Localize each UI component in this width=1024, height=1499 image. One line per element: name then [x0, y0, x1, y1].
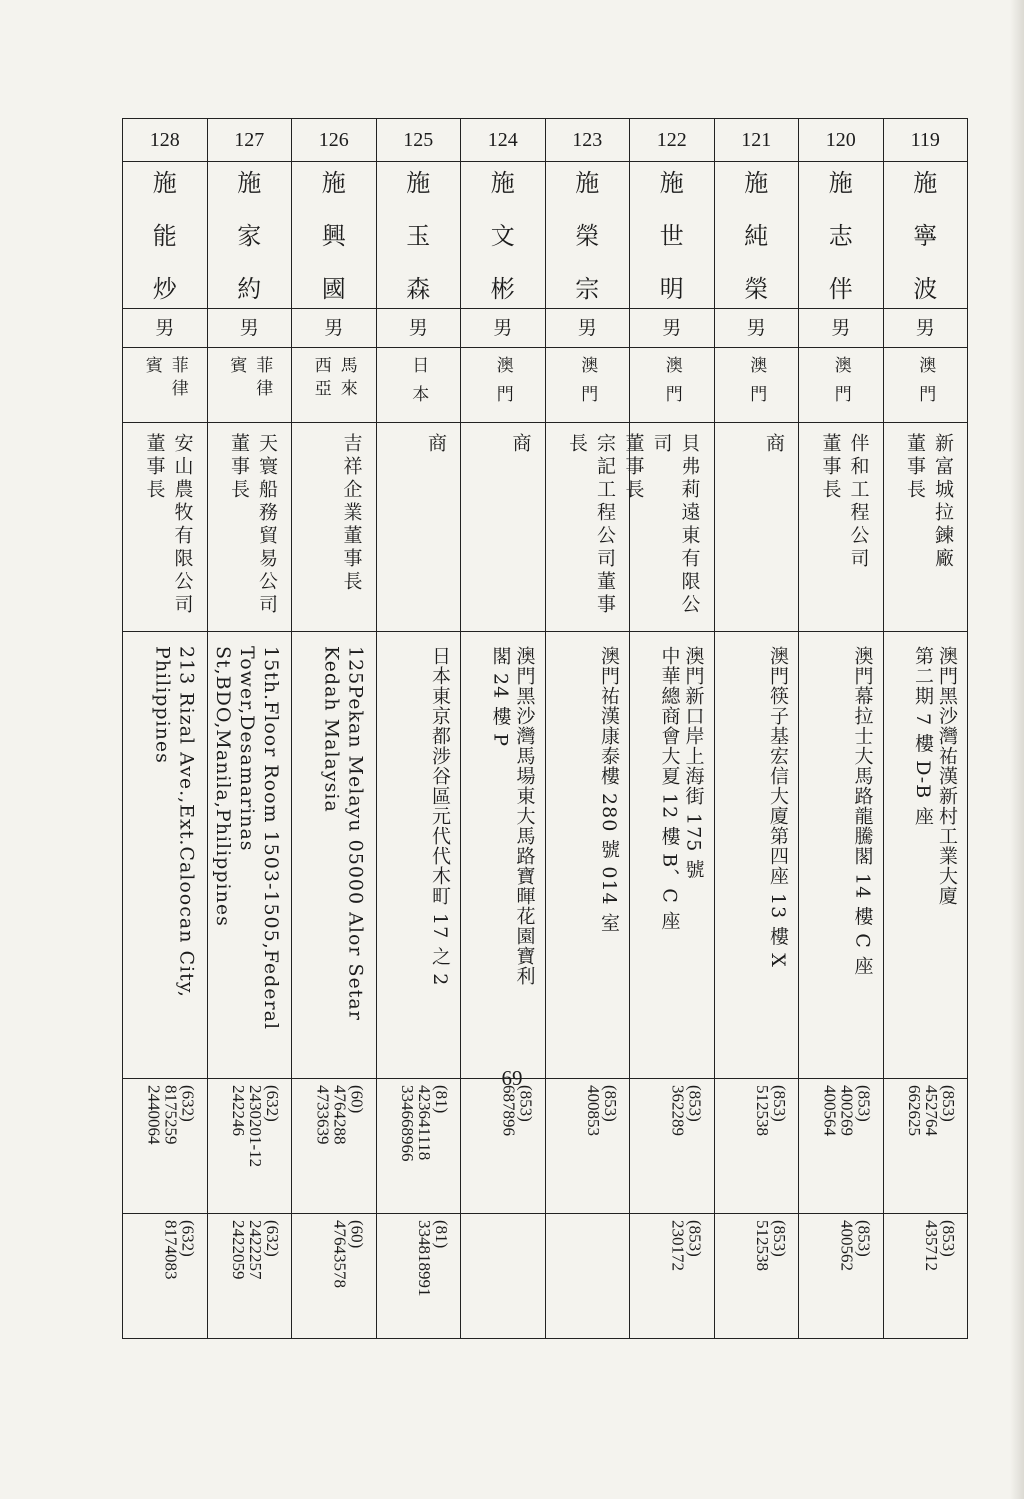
telephone-line: 452764: [922, 1085, 941, 1136]
telephone-line: 2430201-12: [246, 1085, 265, 1168]
person-name: [377, 162, 461, 302]
occupation: [507, 433, 535, 456]
telephone-cell: [123, 1079, 208, 1214]
person-name: [630, 162, 714, 302]
sex: 男: [915, 317, 935, 339]
telephone-cell: [292, 1079, 377, 1214]
telephone-line: 400564: [820, 1085, 840, 1136]
occupation: [620, 433, 704, 631]
fax-line: (60): [347, 1220, 367, 1249]
sex: 男: [577, 317, 597, 339]
fax: [163, 1220, 197, 1280]
telephone-line: (853): [854, 1085, 874, 1122]
telephone-line: 8175259: [161, 1085, 181, 1145]
nationality-cell: [461, 348, 546, 423]
occupation-cell: [883, 423, 968, 632]
fax-cell: [376, 1214, 461, 1339]
row-telephone: [123, 1079, 968, 1214]
address: [151, 646, 199, 998]
occupation-cell: [622, 423, 715, 632]
address-cell: [883, 632, 968, 1079]
nationality: 澳門: [915, 356, 936, 414]
telephone-line: 4764288: [330, 1085, 350, 1145]
fax-cell: [207, 1214, 292, 1339]
nationality: 馬來西亞: [310, 356, 357, 402]
name-character: 施: [406, 169, 431, 197]
sex-cell: [799, 309, 884, 348]
record-number-cell: [123, 119, 208, 162]
name-character: 玉: [406, 222, 431, 250]
fax-line: (632): [263, 1220, 282, 1257]
fax-line: 2422257: [246, 1220, 265, 1280]
name-character: 森: [406, 275, 431, 303]
telephone: [585, 1085, 619, 1136]
nationality-cell: [292, 348, 377, 423]
sex-cell: [461, 309, 546, 348]
book-spine-shadow: [1010, 0, 1024, 1499]
telephone-line: 334668966: [398, 1085, 417, 1162]
occupation: [225, 433, 281, 617]
address-cell: [714, 632, 799, 1079]
sex-cell: [207, 309, 292, 348]
nationality-cell: [545, 348, 630, 423]
address-line: Philippines: [151, 646, 174, 764]
record-number-cell: [883, 119, 968, 162]
record-number-cell: [545, 119, 630, 162]
directory-table: [122, 118, 968, 1339]
telephone-line: (60): [347, 1085, 367, 1114]
address-line: 213 Rizal Ave.,Ext.Caloocan City,: [175, 646, 198, 998]
name-character: 施: [659, 169, 684, 197]
telephone-cell: [714, 1079, 799, 1214]
name-cell: [714, 162, 799, 309]
occupation: [422, 433, 450, 456]
address-line: 15th.Floor Room 1503-1505,Federal: [260, 646, 282, 1031]
name-character: 明: [659, 275, 684, 303]
occupation-cell: [714, 423, 799, 632]
address-line: 澳門祐漢康泰樓 280 號 014 室: [598, 646, 620, 933]
occupation-cell: [376, 423, 461, 632]
record-number: 128: [149, 129, 180, 151]
name-cell: [376, 162, 461, 309]
address-line: 澳門筷子基宏信大廈第四座 13 樓 X: [767, 646, 789, 968]
telephone-line: 362289: [668, 1085, 688, 1136]
fax-cell: [630, 1214, 715, 1339]
occupation-line: 新富城拉鍊廠: [932, 433, 954, 571]
sex: 男: [662, 317, 682, 339]
row-name: [123, 162, 968, 309]
telephone: [906, 1085, 957, 1136]
occupation: [338, 433, 366, 594]
address-line: 澳門黑沙灣馬場東大馬路寶暉花園寶利: [513, 646, 536, 986]
address-line: St,BDO,Manila,Philippines: [212, 646, 234, 927]
name-character: 宗: [575, 275, 600, 303]
record-number-cell: [376, 119, 461, 162]
name-cell: [292, 162, 377, 309]
row-fax: [123, 1214, 968, 1339]
name-character: 榮: [575, 222, 600, 250]
row-number: [123, 119, 968, 162]
record-number: 122: [656, 129, 687, 151]
sex: 男: [746, 317, 766, 339]
name-character: 國: [321, 275, 346, 303]
sex: 男: [831, 317, 851, 339]
address: [766, 646, 790, 968]
fax-line: 512538: [753, 1220, 772, 1271]
address-line: 澳門黑沙灣祐漢新村工業大廈: [936, 646, 958, 906]
fax-cell: [123, 1214, 208, 1339]
record-number-cell: [630, 119, 715, 162]
telephone-line: (853): [601, 1085, 620, 1122]
telephone: [230, 1085, 281, 1167]
nationality-cell: [883, 348, 968, 423]
fax: [754, 1220, 788, 1271]
telephone-cell: [883, 1079, 968, 1214]
nationality-cell: [123, 348, 208, 423]
occupation-line: 商: [509, 433, 532, 456]
record-number-cell: [799, 119, 884, 162]
sex-cell: [883, 309, 968, 348]
nationality-cell: [799, 348, 884, 423]
address-line: 閣 24 樓 P: [489, 646, 512, 748]
record-number: 126: [318, 129, 349, 151]
occupation-line: 商: [425, 433, 447, 456]
fax: [923, 1220, 957, 1271]
telephone: [146, 1085, 197, 1145]
occupation: [901, 433, 957, 571]
fax: [332, 1220, 366, 1288]
name-character: 約: [237, 275, 262, 303]
nationality: 日本: [408, 356, 429, 414]
occupation-line: 董事長: [904, 433, 926, 502]
occupation: [563, 433, 619, 631]
name-character: 彬: [490, 275, 515, 303]
record-number: 124: [487, 129, 518, 151]
name-character: 施: [575, 169, 600, 197]
telephone-cell: [799, 1079, 884, 1214]
occupation-line: 吉祥企業董事長: [340, 433, 363, 594]
telephone-line: 662625: [905, 1085, 924, 1136]
sex: 男: [155, 317, 175, 339]
person-name: [799, 162, 883, 302]
address-line: Tower,Desamarinas: [236, 646, 258, 852]
sex: 男: [408, 317, 428, 339]
telephone-cell: [461, 1079, 546, 1214]
name-character: 施: [828, 169, 853, 197]
name-character: 施: [321, 169, 346, 197]
occupation-line: 董事長: [622, 433, 645, 502]
fax-cell: [461, 1214, 546, 1339]
fax-cell: [883, 1214, 968, 1339]
nationality-cell: [630, 348, 715, 423]
name-character: 世: [659, 222, 684, 250]
fax-line: 334818991: [415, 1220, 434, 1297]
name-character: 興: [321, 222, 346, 250]
occupation-line: 董事長: [143, 433, 166, 502]
telephone-line: 242246: [229, 1085, 248, 1136]
occupation-cell: [545, 423, 630, 632]
name-character: 施: [744, 169, 769, 197]
telephone-line: 423641118: [415, 1085, 434, 1161]
name-cell: [461, 162, 546, 309]
fax-line: 230172: [668, 1220, 688, 1271]
person-name: [884, 162, 968, 302]
address-line: 第二期 7 樓 D-B 座: [912, 646, 934, 827]
name-cell: [545, 162, 630, 309]
fax-cell: [714, 1214, 799, 1339]
record-number: 120: [825, 129, 856, 151]
nationality: 澳門: [577, 356, 598, 414]
telephone: [315, 1085, 366, 1145]
sex-cell: [545, 309, 630, 348]
row-address: [123, 632, 968, 1079]
sex-cell: [714, 309, 799, 348]
occupation: [141, 433, 197, 617]
occupation-cell: [799, 423, 884, 632]
nationality: 菲律賓: [141, 356, 188, 402]
person-name: [546, 162, 630, 302]
row-sex: [123, 309, 968, 348]
telephone-line: 400853: [584, 1085, 603, 1136]
occupation-cell: [123, 423, 208, 632]
nationality: 菲律賓: [226, 356, 273, 402]
address-cell: [545, 632, 630, 1079]
sex: 男: [324, 317, 344, 339]
address: [211, 646, 283, 1030]
address-line: 日本東京都涉谷區元代代木町 17 之 2: [429, 646, 451, 987]
fax-cell: [545, 1214, 630, 1339]
record-number-cell: [461, 119, 546, 162]
address-line: Kedah Malaysia: [320, 646, 343, 813]
name-character: 施: [237, 169, 262, 197]
telephone-line: (632): [263, 1085, 282, 1122]
address: [428, 646, 452, 986]
telephone: [754, 1085, 788, 1136]
fax-line: 2422059: [229, 1220, 248, 1280]
telephone-line: 400269: [837, 1085, 857, 1136]
person-name: [292, 162, 376, 302]
address: [851, 646, 875, 976]
telephone-line: 512538: [753, 1085, 772, 1136]
telephone-line: (853): [770, 1085, 789, 1122]
occupation-cell: [207, 423, 292, 632]
name-character: 伴: [828, 275, 853, 303]
address-cell: [461, 632, 546, 1079]
address-cell: [799, 632, 884, 1079]
record-number-cell: [207, 119, 292, 162]
nationality: 澳門: [492, 356, 513, 414]
row-nationality: [123, 348, 968, 423]
name-character: 寧: [913, 222, 938, 250]
sex-cell: [123, 309, 208, 348]
name-cell: [123, 162, 208, 309]
fax-line: 435712: [922, 1220, 941, 1271]
address-cell: [292, 632, 377, 1079]
fax-line: (853): [854, 1220, 874, 1257]
fax: [230, 1220, 281, 1280]
telephone-cell: [376, 1079, 461, 1214]
name-cell: [630, 162, 715, 309]
name-cell: [799, 162, 884, 309]
name-character: 施: [913, 169, 938, 197]
address-cell: [123, 632, 208, 1079]
occupation-line: 董事長: [819, 433, 842, 502]
person-name: [123, 162, 207, 302]
record-number: 121: [741, 129, 772, 151]
occupation-cell: [292, 423, 377, 632]
fax-line: (853): [770, 1220, 789, 1257]
record-number-cell: [292, 119, 377, 162]
address-cell: [207, 632, 292, 1079]
address-line: 澳門新口岸上海街 175 號: [682, 646, 705, 880]
telephone: [670, 1085, 704, 1136]
telephone-line: 2440064: [144, 1085, 164, 1145]
telephone: [501, 1085, 535, 1136]
person-name: [461, 162, 545, 302]
telephone-line: (853): [516, 1085, 536, 1122]
page-number: 69: [501, 1066, 523, 1090]
telephone-line: (632): [178, 1085, 198, 1122]
telephone: [399, 1085, 450, 1162]
name-character: 能: [152, 222, 177, 250]
sex: 男: [239, 317, 259, 339]
address-cell: [630, 632, 715, 1079]
name-cell: [883, 162, 968, 309]
name-cell: [207, 162, 292, 309]
address-line: 125Pekan Melayu 05000 Alor Setar: [344, 646, 367, 1021]
sex: 男: [493, 317, 513, 339]
telephone: [822, 1085, 873, 1136]
fax-line: 8174083: [161, 1220, 181, 1280]
occupation: [817, 433, 873, 571]
telephone-line: (81): [432, 1085, 451, 1114]
row-occupation: [123, 423, 968, 632]
telephone-cell: [545, 1079, 630, 1214]
occupation-line: 貝弗莉遠東有限公司: [650, 433, 701, 617]
name-character: 炒: [152, 275, 177, 303]
telephone-line: (853): [939, 1085, 958, 1122]
address: [489, 646, 537, 986]
occupation-line: 商: [763, 433, 785, 456]
fax-line: (853): [939, 1220, 958, 1257]
fax-cell: [799, 1214, 884, 1339]
name-character: 榮: [744, 275, 769, 303]
occupation: [760, 433, 788, 456]
telephone-line: 687896: [499, 1085, 519, 1136]
fax-cell: [292, 1214, 377, 1339]
address: [597, 646, 621, 933]
nationality-cell: [376, 348, 461, 423]
nationality-cell: [207, 348, 292, 423]
occupation-line: 董事長: [228, 433, 250, 502]
address: [658, 646, 706, 931]
telephone-cell: [630, 1079, 715, 1214]
fax: [670, 1220, 704, 1271]
nationality-cell: [714, 348, 799, 423]
name-character: 志: [828, 222, 853, 250]
person-name: [208, 162, 292, 302]
nationality: 澳門: [661, 356, 682, 414]
occupation-line: 宗記工程公司董事長: [566, 433, 616, 617]
occupation-cell: [461, 423, 546, 632]
fax: [416, 1220, 450, 1297]
address-cell: [376, 632, 461, 1079]
fax-line: 400562: [837, 1220, 857, 1271]
telephone-cell: [207, 1079, 292, 1214]
fax-line: (632): [178, 1220, 198, 1257]
fax-line: (853): [685, 1220, 705, 1257]
fax: [839, 1220, 873, 1271]
name-character: 施: [152, 169, 177, 197]
address: [911, 646, 959, 906]
fax-line: 47643578: [330, 1220, 350, 1288]
name-character: 波: [913, 275, 938, 303]
person-name: [715, 162, 799, 302]
nationality: 澳門: [746, 356, 767, 414]
name-character: 純: [744, 222, 769, 250]
record-number: 127: [234, 129, 265, 151]
telephone-line: (853): [685, 1085, 705, 1122]
occupation-line: 天寰船務貿易公司: [256, 433, 278, 617]
name-character: 施: [490, 169, 515, 197]
record-number-cell: [714, 119, 799, 162]
record-number: 123: [572, 129, 603, 151]
fax-line: (81): [432, 1220, 451, 1249]
occupation-line: 安山農牧有限公司: [171, 433, 194, 617]
sex-cell: [630, 309, 715, 348]
sex-cell: [292, 309, 377, 348]
address-line: 中華總商會大夏 12 樓 B、C 座: [658, 646, 681, 931]
record-number: 119: [910, 129, 940, 151]
address: [320, 646, 368, 1021]
record-number: 125: [403, 129, 434, 151]
sex-cell: [376, 309, 461, 348]
nationality: 澳門: [830, 356, 851, 414]
occupation-line: 伴和工程公司: [847, 433, 870, 571]
telephone-line: 4733639: [313, 1085, 333, 1145]
name-character: 文: [490, 222, 515, 250]
name-character: 家: [237, 222, 262, 250]
address-line: 澳門幕拉士大馬路龍騰閣 14 樓 C 座: [851, 646, 874, 976]
